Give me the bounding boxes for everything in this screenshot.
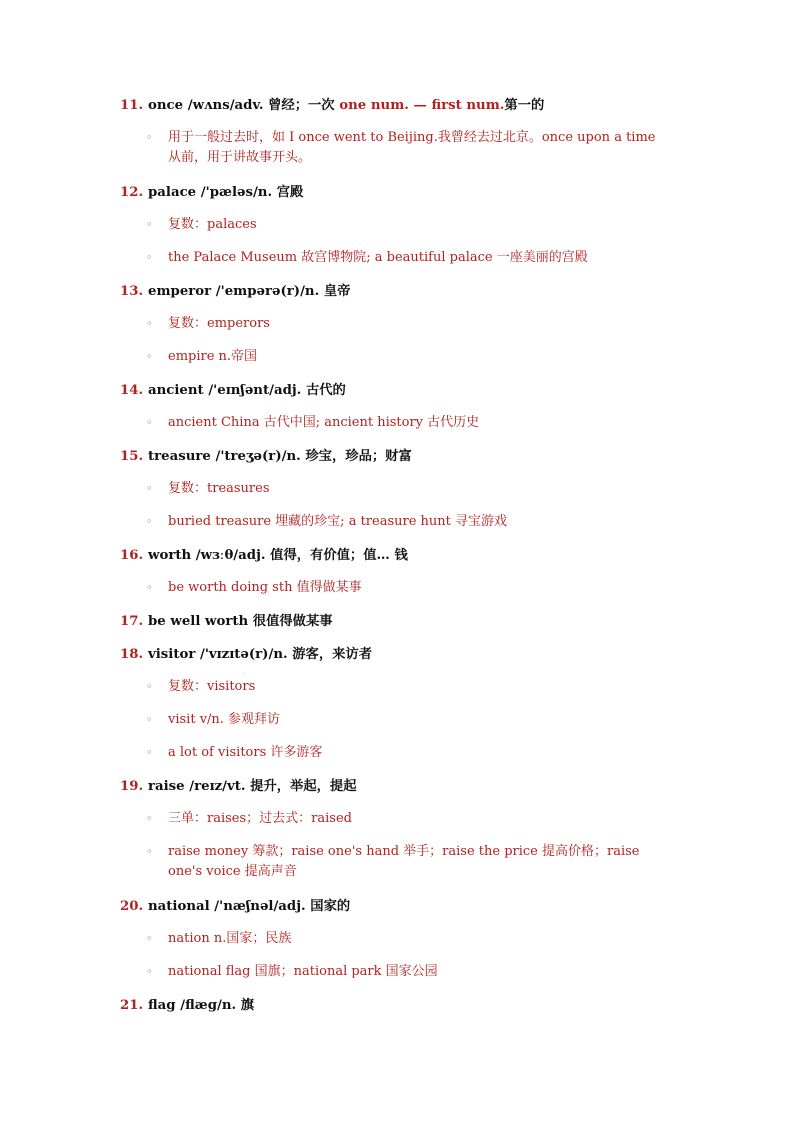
vocab-entry (120, 447, 412, 467)
entry-headword: emperor /'empərə(r)/n. 皇帝 (148, 284, 351, 299)
bullet-note-line: be worth doing sth 值得做某事 (168, 580, 362, 595)
bullet-note (146, 128, 676, 168)
bullet-note-line: nation n.国家；民族 (168, 931, 292, 946)
bullet-note (146, 842, 676, 882)
bullet-icon: ◦ (146, 317, 153, 330)
entry-headword: ancient /'eɪnʃənt/adj. 古代的 (148, 383, 346, 398)
entry-number: 19. (120, 779, 144, 794)
entry-number: 21. (120, 998, 144, 1013)
bullet-note (146, 248, 676, 268)
bullet-note (146, 314, 676, 334)
entry-number: 16. (120, 548, 144, 563)
entry-headword: raise /reɪz/vt. 提升，举起，提起 (148, 779, 357, 794)
vocab-entry (120, 282, 350, 302)
entry-number: 15. (120, 449, 144, 464)
entry-related-meaning: 第一的 (504, 98, 545, 113)
bullet-note (146, 347, 676, 367)
bullet-note (146, 710, 676, 730)
bullet-note-line: raise money 筹款；raise one's hand 举手；raise the price 提高价格；raise (168, 844, 640, 859)
bullet-note-line: ancient China 古代中国; ancient history 古代历史 (168, 415, 480, 430)
bullet-note-line: 从前，用于讲故事开头。 (168, 150, 312, 165)
bullet-note (146, 479, 676, 499)
bullet-icon: ◦ (146, 251, 153, 264)
vocab-entry (120, 546, 408, 566)
bullet-note-line: 复数：emperors (168, 316, 270, 331)
bullet-note-line: 复数：treasures (168, 481, 270, 496)
bullet-note (146, 215, 676, 235)
entry-headword: worth /wɜːθ/adj. 值得，有价值；值… 钱 (148, 548, 408, 563)
bullet-icon: ◦ (146, 581, 153, 594)
bullet-icon: ◦ (146, 932, 153, 945)
entry-headword: treasure /'treʒə(r)/n. 珍宝，珍品；财富 (148, 449, 412, 464)
bullet-note-line: 复数：visitors (168, 679, 256, 694)
entry-number: 20. (120, 899, 144, 914)
bullet-note (146, 512, 676, 532)
entry-headword: flag /flæg/n. 旗 (148, 998, 255, 1013)
entry-headword: be well worth 很值得做某事 (148, 614, 333, 629)
bullet-note (146, 809, 676, 829)
entry-headword: visitor /'vɪzɪtə(r)/n. 游客，来访者 (148, 647, 373, 662)
bullet-icon: ◦ (146, 482, 153, 495)
bullet-icon: ◦ (146, 812, 153, 825)
bullet-note-line: visit v/n. 参观拜访 (168, 712, 281, 727)
vocab-entry (120, 645, 372, 665)
bullet-icon: ◦ (146, 515, 153, 528)
bullet-note (146, 578, 676, 598)
entry-number: 13. (120, 284, 144, 299)
bullet-note (146, 413, 676, 433)
bullet-note-line: the Palace Museum 故宫博物院; a beautiful palace 一座美丽的宫殿 (168, 250, 588, 265)
bullet-icon: ◦ (146, 845, 153, 858)
bullet-note-line: 三单：raises；过去式：raised (168, 811, 352, 826)
bullet-note-line: one's voice 提高声音 (168, 864, 297, 879)
entry-number: 12. (120, 185, 144, 200)
vocab-entry (120, 96, 544, 116)
entry-related-words: one num. — first num. (339, 98, 505, 113)
bullet-note-line: 用于一般过去时，如 I once went to Beijing.我曾经去过北京。once upon a time (168, 130, 656, 145)
entry-headword: national /'næʃnəl/adj. 国家的 (148, 899, 351, 914)
vocab-entry (120, 183, 303, 203)
entry-number: 14. (120, 383, 144, 398)
bullet-note (146, 677, 676, 697)
vocab-entry (120, 612, 333, 632)
bullet-icon: ◦ (146, 680, 153, 693)
bullet-note-line: buried treasure 埋藏的珍宝; a treasure hunt 寻宝游戏 (168, 514, 508, 529)
bullet-icon: ◦ (146, 713, 153, 726)
bullet-note (146, 929, 676, 949)
bullet-note-line: national flag 国旗；national park 国家公园 (168, 964, 438, 979)
vocab-entry (120, 777, 357, 797)
bullet-icon: ◦ (146, 416, 153, 429)
bullet-note-line: 复数：palaces (168, 217, 257, 232)
bullet-icon: ◦ (146, 965, 153, 978)
bullet-note (146, 962, 676, 982)
bullet-note-line: empire n.帝国 (168, 349, 258, 364)
bullet-note (146, 743, 676, 763)
entry-number: 18. (120, 647, 144, 662)
bullet-icon: ◦ (146, 218, 153, 231)
bullet-icon: ◦ (146, 746, 153, 759)
vocab-entry (120, 381, 346, 401)
bullet-icon: ◦ (146, 350, 153, 363)
entry-number: 11. (120, 98, 144, 113)
entry-number: 17. (120, 614, 144, 629)
vocab-entry (120, 897, 350, 917)
vocab-entry (120, 996, 254, 1016)
entry-headword: once /wʌns/adv. 曾经；一次 (148, 98, 340, 113)
bullet-icon: ◦ (146, 131, 153, 144)
bullet-note-line: a lot of visitors 许多游客 (168, 745, 323, 760)
entry-headword: palace /'pæləs/n. 宫殿 (148, 185, 304, 200)
